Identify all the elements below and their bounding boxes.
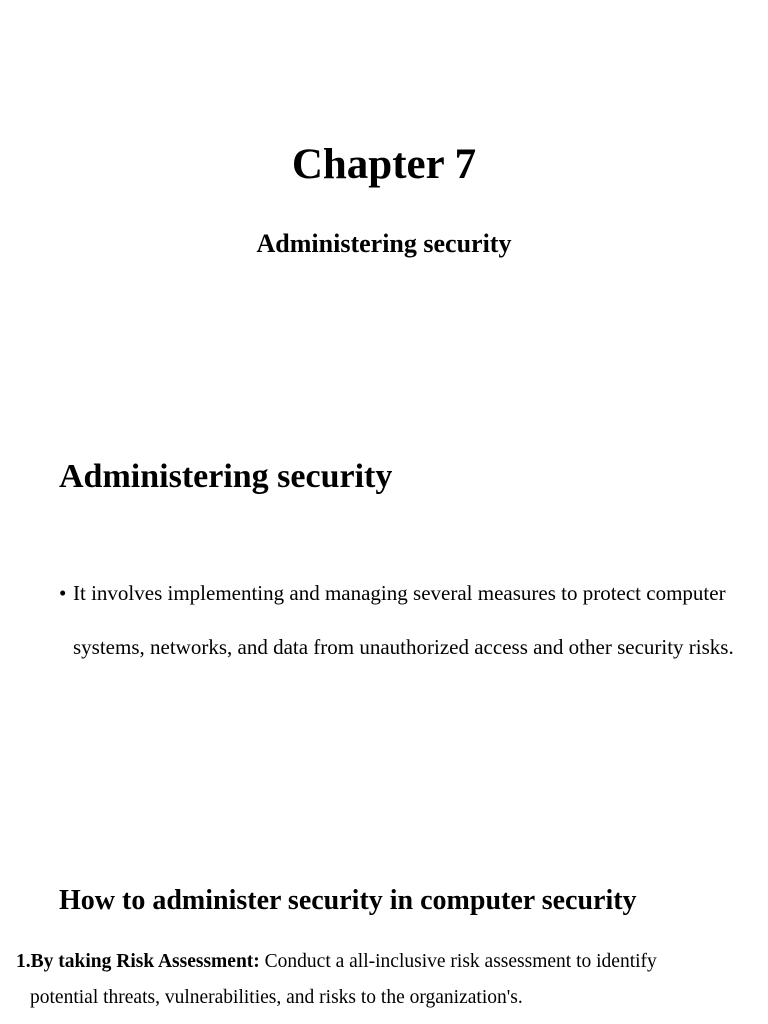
bullet-item — [59, 566, 759, 674]
how-to-heading: How to administer security in computer security — [59, 885, 637, 916]
bullet-text: It involves implementing and managing several measures to protect computer systems, networks, and data from unauthorized access and other security risks. — [73, 581, 734, 659]
step-number: 1. — [16, 951, 31, 972]
chapter-subtitle: Administering security — [256, 229, 512, 258]
bullet-mark: • — [59, 581, 67, 605]
step-title: By taking Risk Assessment: — [30, 951, 260, 972]
step-text: Conduct a all-inclusive risk assessment to identify — [259, 951, 657, 972]
step-item — [16, 944, 716, 1016]
section-heading: Administering security — [59, 458, 393, 495]
step-text-continued: potential threats, vulnerabilities, and risks to the organization's. — [30, 987, 523, 1008]
chapter-title: Chapter 7 — [291, 141, 477, 188]
